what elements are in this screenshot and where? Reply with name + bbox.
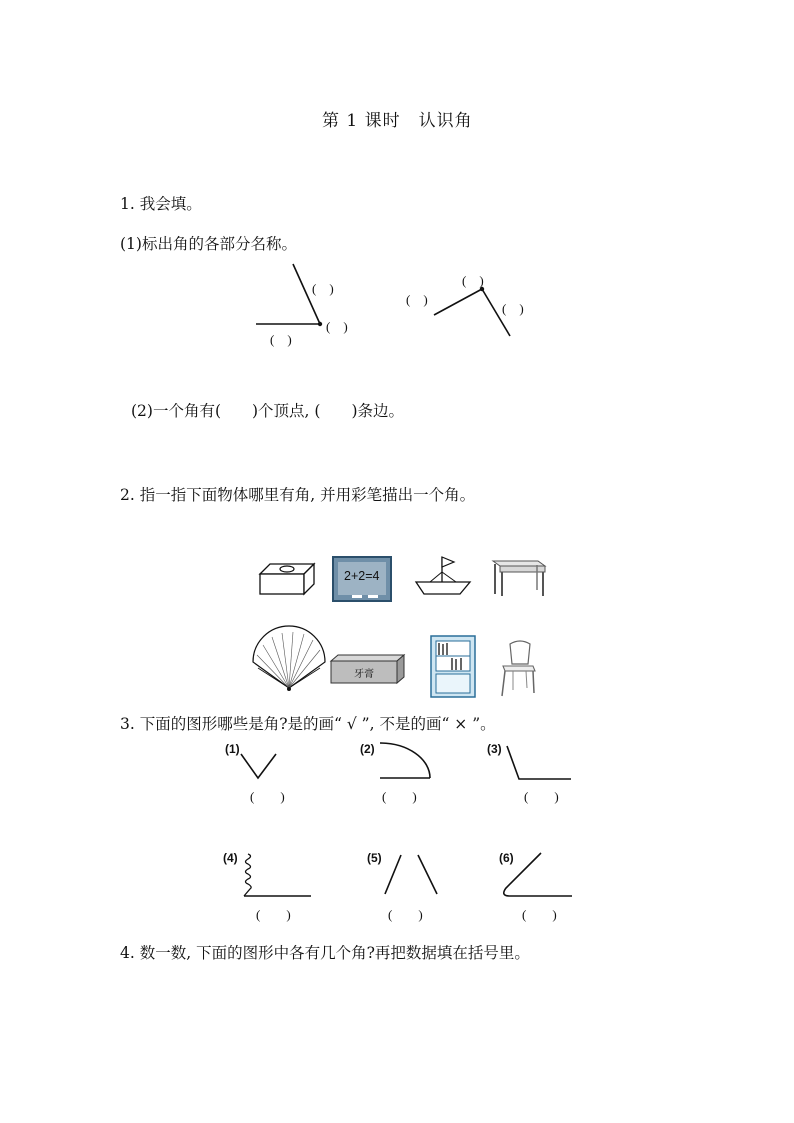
question-4-heading: 4. 数一数, 下面的图形中各有几个角?再把数据填在括号里。: [120, 944, 530, 962]
blank-side-a[interactable]: ( ): [312, 281, 334, 296]
answer-blank-2[interactable]: ( ): [382, 789, 417, 804]
blank-side-b[interactable]: ( ): [406, 292, 428, 307]
blank-vertex-a[interactable]: ( ): [326, 319, 348, 334]
shape-label-6: (6): [499, 851, 514, 865]
blank-vertex-b[interactable]: ( ): [462, 273, 484, 288]
shape-label-1: (1): [225, 742, 240, 756]
answer-blank-1[interactable]: ( ): [250, 789, 285, 804]
answer-blank-3[interactable]: ( ): [524, 789, 559, 804]
page-title: 第 1 课时 认识角: [322, 111, 473, 131]
shape-label-5: (5): [367, 851, 382, 865]
blackboard-text: 2+2=4: [344, 569, 380, 583]
shape-label-2: (2): [360, 742, 375, 756]
question-2-heading: 2. 指一指下面物体哪里有角, 并用彩笔描出一个角。: [120, 486, 476, 504]
question-1-part-2: (2)一个角有( )个顶点, ( )条边。: [131, 402, 404, 420]
shape-label-4: (4): [223, 851, 238, 865]
question-1-part-1: (1)标出角的各部分名称。: [120, 235, 297, 253]
question-1-heading: 1. 我会填。: [120, 195, 202, 213]
answer-blank-6[interactable]: ( ): [522, 907, 557, 922]
toothpaste-box-text: 牙膏: [354, 669, 374, 680]
answer-blank-4[interactable]: ( ): [256, 907, 291, 922]
blank-side-a2[interactable]: ( ): [270, 332, 292, 347]
blank-side-b2[interactable]: ( ): [502, 301, 524, 316]
question-3-heading: 3. 下面的图形哪些是角?是的画“ √ ”, 不是的画“ × ”。: [120, 715, 496, 733]
shape-label-3: (3): [487, 742, 502, 756]
answer-blank-5[interactable]: ( ): [388, 907, 423, 922]
